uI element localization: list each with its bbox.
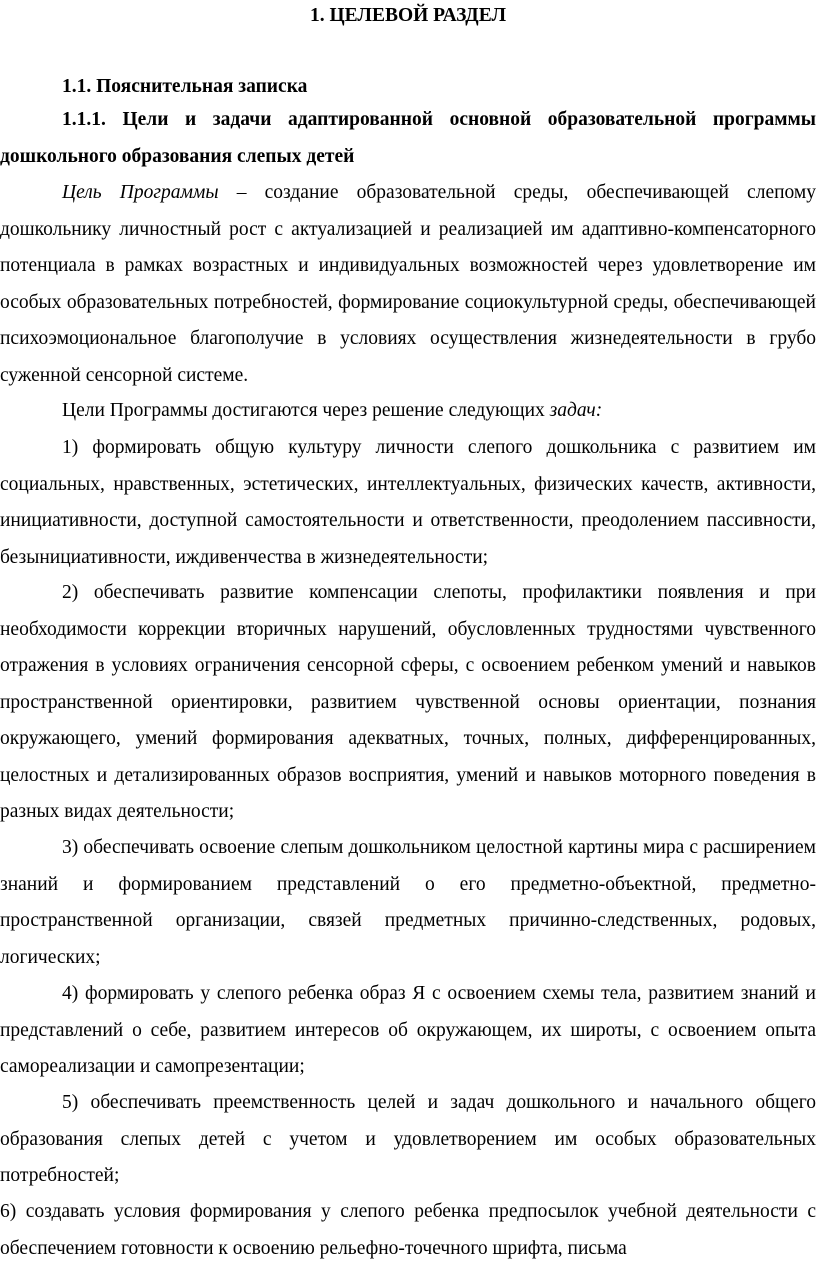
task-item-5: 5) обеспечивать преемственность целей и задач дошкольного и начального общего образования слепых детей с учетом и удовлетворением им особых образовательных потребностей; [0, 1092, 816, 1186]
goal-paragraph [0, 175, 816, 394]
goal-term: Цель Программы [62, 182, 219, 203]
task-item-4: 4) формировать у слепого ребенка образ Я с освоением схемы тела, развитием знаний и представлений о себе, развитием интересов об окружающем, их широты, с освоением опыта самореализации и самопрезентации; [0, 983, 816, 1077]
tasks-intro-term: задач: [549, 400, 603, 421]
section-heading: 1. ЦЕЛЕВОЙ РАЗДЕЛ [310, 5, 506, 26]
task-item-6: 6) создавать условия формирования у слепого ребенка предпосылок учебной деятельности с обеспечением готовности к освоению рельефно-точечного шрифта, письма [0, 1201, 816, 1259]
section-title: 1.1.1. Цели и задачи адаптированной основной образовательной программы дошкольного образования слепых детей [0, 109, 816, 167]
tasks-intro-paragraph [0, 393, 816, 430]
tasks-intro-text: Цели Программы достигаются через решение следующих [62, 400, 550, 421]
task-item-1: 1) формировать общую культуру личности слепого дошкольника с развитием им социальных, нравственных, эстетических, интеллектуальных, физических качеств, активности, инициативности, доступной самостоятельности и ответственности, преодолением пассивности, безынициативности, иждивенчества в жизнедеятельности; [0, 437, 816, 568]
goal-text: – создание образовательной среды, обеспечивающей слепому дошкольнику личностный рост с актуализацией и реализацией им адаптивно-компенсаторного потенциала в рамках возрастных и индивидуальных возможностей через удовлетворение им особых образовательных потребностей, формирование социокультурной среды, обеспечивающей психоэмоциональное благополучие в условиях осуществления жизнедеятельности в грубо суженной сенсорной системе. [0, 182, 816, 386]
task-item-3: 3) обеспечивать освоение слепым дошкольником целостной картины мира с расширением знаний и формированием представлений о его предметно-объектной, предметно-пространственной организации, связей предметных причинно-следственных, родовых, логических; [0, 837, 816, 968]
subheading: 1.1. Пояснительная записка [62, 76, 308, 97]
task-item-2: 2) обеспечивать развитие компенсации слепоты, профилактики появления и при необходимости коррекции вторичных нарушений, обусловленных трудностями чувственного отражения в условиях ограничения сенсорной сферы, с освоением ребенком умений и навыков пространственной ориентировки, развитием чувственной основы ориентации, познания окружающего, умений формирования адекватных, точных, полных, дифференцированных, целостных и детализированных образов восприятия, умений и навыков моторного поведения в разных видах деятельности; [0, 582, 816, 822]
